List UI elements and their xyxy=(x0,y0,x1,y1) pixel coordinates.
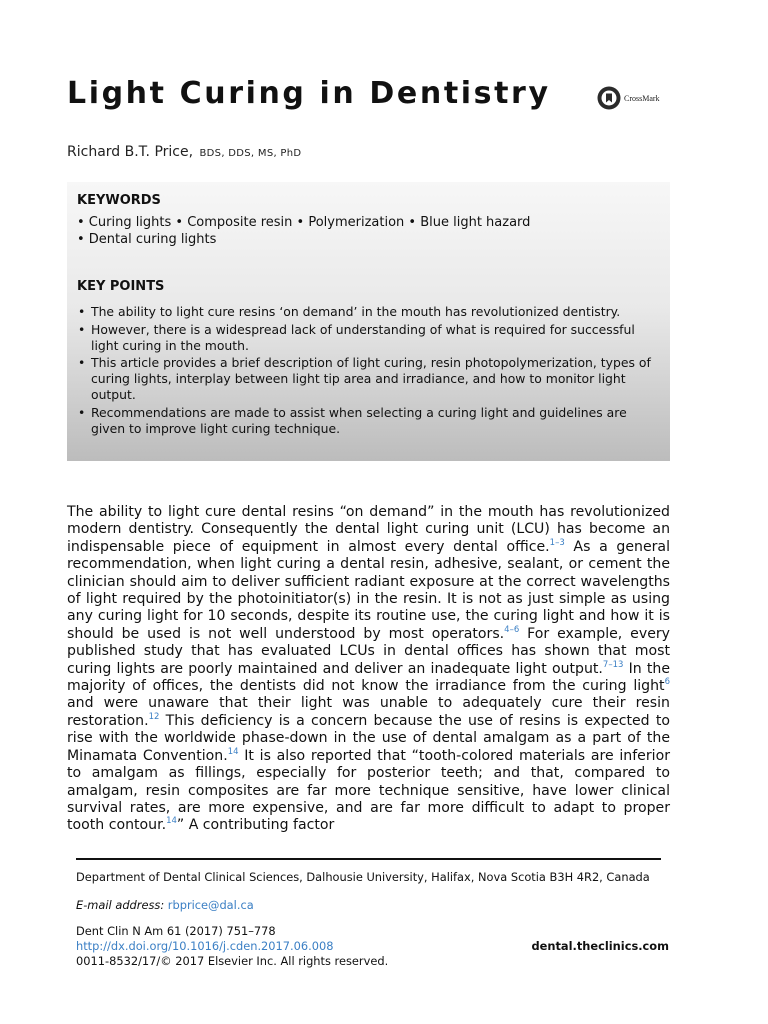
body-text-run: As a general recommendation, when light curing a dental resin, adhesive, sealant, or cement the clinician should aim to deliver sufficient radiant exposure at the correct wavelengths of light required by the photoinitiator(s) in the resin. It is not as just simple as using any curing light for 10 seconds, despite its routine use, the curing light and how it is should be used is not well understood by most operators. xyxy=(67,538,670,642)
doi-link[interactable]: http://dx.doi.org/10.1016/j.cden.2017.06.008 xyxy=(76,939,334,953)
key-point-item: • Recommendations are made to assist when selecting a curing light and guidelines are given to improve light curing technique. xyxy=(77,405,655,437)
footnote-divider xyxy=(76,858,661,860)
body-text-run: This deficiency is a concern because the use of resins is expected to rise with the worldwide phase-down in the use of dental amalgam as a part of the Minamata Convention. xyxy=(67,712,670,764)
body-text-run: and were unaware that their light was unable to adequately cure their resin restoration. xyxy=(67,695,670,729)
email-link[interactable]: rbprice@dal.ca xyxy=(167,898,254,912)
author-credentials: BDS, DDS, MS, PhD xyxy=(199,148,302,159)
citation-link[interactable]: 6 xyxy=(664,677,670,688)
keywords-line: • Dental curing lights xyxy=(77,232,217,247)
key-points-list xyxy=(77,304,655,438)
journal-site: dental.theclinics.com xyxy=(531,939,669,953)
citation-link[interactable]: 14 xyxy=(166,816,177,827)
crossmark-icon xyxy=(597,86,621,110)
affiliation: Department of Dental Clinical Sciences, Dalhousie University, Halifax, Nova Scotia B3H 4R2, Canada xyxy=(76,870,650,884)
body-text-run: It is also reported that “tooth-colored materials are inferior to amalgam as fillings, especially for posterior teeth; and that, compared to amalgam, resin composites are far more technique sensitive, have lower clinical survival rates, are more expensive, and are far more difficult to adapt to proper tooth contour. xyxy=(67,747,670,834)
key-point-item: • The ability to light cure resins ‘on demand’ in the mouth has revolutionized dentistry. xyxy=(77,304,655,320)
key-point-item: • This article provides a brief description of light curing, resin photopolymerization, types of curing lights, interplay between light tip area and irradiance, and how to monitor light output. xyxy=(77,355,655,402)
body-text-run: For example, every published study that has evaluated LCUs in dental offices has shown that most curing lights are poorly maintained and deliver an inadequate light output. xyxy=(67,625,670,677)
citation-link[interactable]: 12 xyxy=(148,711,160,722)
citation-link[interactable]: 4–6 xyxy=(504,624,520,635)
citation-link[interactable]: 7–13 xyxy=(602,659,624,670)
body-text-run: ” A contributing factor xyxy=(176,817,335,834)
citation-link[interactable]: 1–3 xyxy=(549,537,565,548)
citation-link[interactable]: 14 xyxy=(227,746,239,757)
email-line xyxy=(76,898,254,912)
journal-citation: Dent Clin N Am 61 (2017) 751–778 xyxy=(76,924,276,938)
copyright: 0011-8532/17/© 2017 Elsevier Inc. All rights reserved. xyxy=(76,954,389,968)
article-title: Light Curing in Dentistry xyxy=(67,76,551,111)
body-text-run: In the majority of offices, the dentists did not know the irradiance from the curing light xyxy=(67,660,670,695)
email-label: E-mail address: xyxy=(76,898,165,912)
crossmark-label: CrossMark xyxy=(624,93,660,103)
key-point-item: • However, there is a widespread lack of understanding of what is required for successful light curing in the mouth. xyxy=(77,322,655,354)
author-name: Richard B.T. Price, xyxy=(67,144,194,160)
crossmark-badge[interactable] xyxy=(597,86,660,110)
keywords-heading: KEYWORDS xyxy=(77,193,161,208)
body-paragraph xyxy=(67,504,670,835)
body-text-run: The ability to light cure dental resins “on demand” in the mouth has revolutionized modern dentistry. Consequently the dental light curing unit (LCU) has become an indispensable piece of equipment in almost every dental office. xyxy=(67,504,670,555)
keywords-keypoints-box xyxy=(67,182,670,461)
key-points-heading: KEY POINTS xyxy=(77,279,165,294)
keywords-line: • Curing lights • Composite resin • Polymerization • Blue light hazard xyxy=(77,215,531,230)
author-line xyxy=(67,144,301,160)
